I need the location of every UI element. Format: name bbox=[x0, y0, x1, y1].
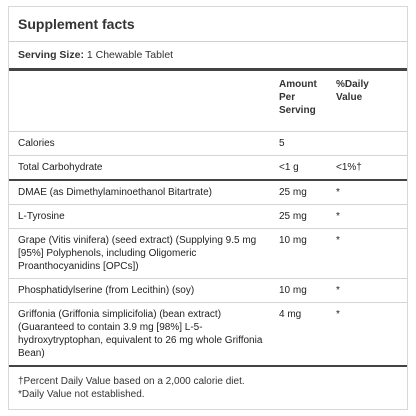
row-daily-value: * bbox=[336, 235, 340, 246]
header-amount-line-2: Per bbox=[279, 92, 296, 103]
row-name: L-Tyrosine bbox=[18, 211, 65, 222]
row-daily-value: * bbox=[336, 187, 340, 198]
panel-title: Supplement facts bbox=[9, 7, 407, 42]
table-row bbox=[9, 205, 407, 229]
table-row bbox=[9, 181, 407, 205]
header-daily-value bbox=[336, 71, 407, 131]
row-amount: 5 bbox=[279, 138, 285, 149]
row-daily-value: * bbox=[336, 309, 340, 320]
table-header-row bbox=[9, 71, 407, 132]
header-dv-line-1: %Daily bbox=[336, 79, 369, 90]
serving-size-value: 1 Chewable Tablet bbox=[86, 49, 174, 61]
header-amount-line-3: Serving bbox=[279, 105, 316, 116]
serving-size-label: Serving Size: bbox=[18, 49, 84, 61]
serving-size bbox=[9, 42, 407, 71]
supplement-facts-panel bbox=[8, 6, 408, 410]
table-row bbox=[9, 303, 407, 367]
header-amount bbox=[279, 71, 336, 131]
header-dv-line-2: Value bbox=[336, 92, 363, 103]
row-daily-value: <1%† bbox=[336, 162, 362, 173]
row-daily-value: * bbox=[336, 285, 340, 296]
row-amount: 10 mg bbox=[279, 235, 307, 246]
row-name: Grape (Vitis vinifera) (seed extract) (Supplying 9.5 mg [95%] Polyphenols, including Oligomeric Proanthocyanidins [OPCs]) bbox=[18, 235, 257, 272]
row-daily-value bbox=[336, 132, 407, 155]
footnotes bbox=[9, 367, 407, 401]
row-name: Phosphatidylserine (from Lecithin) (soy) bbox=[18, 285, 195, 296]
header-amount-line-1: Amount bbox=[279, 79, 317, 90]
row-daily-value: * bbox=[336, 211, 340, 222]
row-amount: <1 g bbox=[279, 162, 299, 173]
table-row bbox=[9, 229, 407, 279]
table-row bbox=[9, 156, 407, 181]
row-name: Total Carbohydrate bbox=[18, 162, 103, 173]
row-amount: 10 mg bbox=[279, 285, 307, 296]
row-name: Griffonia (Griffonia simplicifolia) (bean extract) (Guaranteed to contain 3.9 mg [98%] L-5-hydroxytryptophan, equivalent to 26 mg whole Griffonia Bean) bbox=[18, 309, 263, 359]
row-name: DMAE (as Dimethylaminoethanol Bitartrate) bbox=[18, 187, 212, 198]
row-name: Calories bbox=[18, 138, 55, 149]
row-amount: 25 mg bbox=[279, 187, 307, 198]
header-name-cell bbox=[9, 71, 279, 131]
table-row bbox=[9, 279, 407, 303]
footnote-percent-daily-value: †Percent Daily Value based on a 2,000 calorie diet. bbox=[18, 376, 245, 387]
footnote-not-established: *Daily Value not established. bbox=[18, 389, 145, 400]
table-row bbox=[9, 132, 407, 156]
row-amount: 4 mg bbox=[279, 309, 302, 320]
row-amount: 25 mg bbox=[279, 211, 307, 222]
